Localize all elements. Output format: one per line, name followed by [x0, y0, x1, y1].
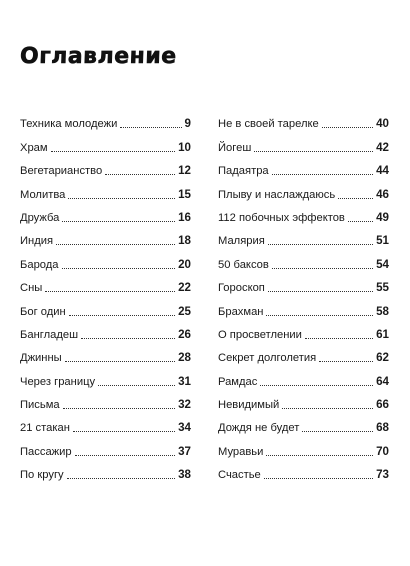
toc-entry[interactable]: [218, 319, 389, 342]
dot-leader: [65, 361, 175, 362]
toc-entry-label: Плыву и наслаждаюсь: [218, 188, 336, 201]
toc-entry[interactable]: [218, 389, 389, 412]
toc-entry-page: 25: [178, 304, 191, 318]
toc-entry-label: 50 баксов: [218, 258, 269, 271]
dot-leader: [62, 268, 176, 269]
dot-leader: [266, 315, 373, 316]
toc-entry-label: 112 побочных эффектов: [218, 211, 345, 224]
toc-entry-page: 37: [178, 444, 191, 458]
toc-entry[interactable]: [218, 435, 389, 458]
toc-entry-page: 51: [376, 234, 389, 248]
toc-entry[interactable]: [20, 108, 191, 131]
toc-entry-label: Дождя не будет: [218, 422, 300, 435]
toc-entry-page: 68: [376, 421, 389, 435]
dot-leader: [81, 338, 175, 339]
toc-entry-label: Письма: [20, 399, 60, 412]
toc-entry-label: 21 стакан: [20, 422, 70, 435]
dot-leader: [56, 244, 175, 245]
dot-leader: [75, 455, 175, 456]
toc-entry[interactable]: [218, 155, 389, 178]
toc-entry[interactable]: [218, 459, 389, 482]
toc-entry-page: 28: [178, 351, 191, 365]
toc-entry-page: 9: [184, 117, 191, 131]
toc-entry[interactable]: [218, 202, 389, 225]
dot-leader: [67, 478, 175, 479]
toc-entry-page: 58: [376, 304, 389, 318]
toc-entry-page: 22: [178, 281, 191, 295]
toc-entry-label: Вегетарианство: [20, 165, 103, 178]
dot-leader: [254, 151, 373, 152]
toc-entry[interactable]: [20, 225, 191, 248]
toc-entry[interactable]: [20, 389, 191, 412]
dot-leader: [268, 244, 373, 245]
toc-entry[interactable]: [20, 412, 191, 435]
toc-entry[interactable]: [20, 131, 191, 154]
toc-entry[interactable]: [218, 342, 389, 365]
toc-entry-label: Муравьи: [218, 445, 264, 458]
toc-entry-label: Йогеш: [218, 141, 252, 154]
toc-entry-page: 18: [178, 234, 191, 248]
toc-entry[interactable]: [218, 225, 389, 248]
dot-leader: [69, 315, 175, 316]
toc-entry-page: 15: [178, 187, 191, 201]
dot-leader: [319, 361, 373, 362]
toc-entry[interactable]: [20, 295, 191, 318]
toc-entry-page: 32: [178, 398, 191, 412]
toc-entry[interactable]: [20, 365, 191, 388]
toc-entry[interactable]: [218, 365, 389, 388]
dot-leader: [338, 198, 373, 199]
dot-leader: [266, 455, 373, 456]
toc-entry-page: 12: [178, 164, 191, 178]
dot-leader: [51, 151, 175, 152]
toc-entry-page: 34: [178, 421, 191, 435]
dot-leader: [348, 221, 373, 222]
toc-entry-label: Сны: [20, 282, 43, 295]
toc-entry-page: 70: [376, 444, 389, 458]
toc-entry-label: Барода: [20, 258, 59, 271]
dot-leader: [302, 431, 373, 432]
toc-entry[interactable]: [20, 178, 191, 201]
toc-entry-label: Бангладеш: [20, 328, 79, 341]
dot-leader: [282, 408, 373, 409]
dot-leader: [63, 408, 175, 409]
toc-entry-page: 64: [376, 374, 389, 388]
toc-entry[interactable]: [218, 108, 389, 131]
page-title: Оглавление: [19, 44, 178, 69]
toc-entry-label: Не в своей тарелке: [218, 118, 319, 131]
toc-entry-label: Секрет долголетия: [218, 352, 317, 365]
toc-entry[interactable]: [218, 412, 389, 435]
toc-entry-page: 26: [178, 327, 191, 341]
toc-entry-page: 46: [376, 187, 389, 201]
toc-entry[interactable]: [218, 131, 389, 154]
dot-leader: [272, 268, 373, 269]
toc-entry-page: 42: [376, 140, 389, 154]
toc-entry-label: Через границу: [20, 375, 96, 388]
toc-entry[interactable]: [218, 272, 389, 295]
dot-leader: [268, 291, 373, 292]
toc-entry-page: 62: [376, 351, 389, 365]
toc-entry-label: Индия: [20, 235, 54, 248]
dot-leader: [264, 478, 373, 479]
toc-entry[interactable]: [20, 248, 191, 271]
toc-entry-label: Гороскоп: [218, 282, 265, 295]
toc-entry-label: Счастье: [218, 469, 261, 482]
toc-entry[interactable]: [20, 155, 191, 178]
toc-entry[interactable]: [218, 178, 389, 201]
toc-entry-page: 38: [178, 468, 191, 482]
dot-leader: [305, 338, 373, 339]
toc-entry[interactable]: [20, 435, 191, 458]
toc-entry-label: Молитва: [20, 188, 66, 201]
toc-entry-label: Техника молодежи: [20, 118, 118, 131]
toc-entry-label: Джинны: [20, 352, 62, 365]
toc-entry-page: 20: [178, 257, 191, 271]
dot-leader: [322, 127, 373, 128]
toc-column-right: [218, 108, 389, 482]
toc-entry-label: Храм: [20, 141, 48, 154]
toc-entry[interactable]: [218, 295, 389, 318]
toc-entry-label: Пассажир: [20, 445, 72, 458]
dot-leader: [45, 291, 175, 292]
toc-entry-label: Рамдас: [218, 375, 258, 388]
dot-leader: [120, 127, 181, 128]
toc-entry-page: 44: [376, 164, 389, 178]
dot-leader: [105, 174, 175, 175]
toc-entry-page: 66: [376, 398, 389, 412]
dot-leader: [272, 174, 373, 175]
toc-entry-page: 73: [376, 468, 389, 482]
toc-column-left: [20, 108, 191, 482]
dot-leader: [73, 431, 175, 432]
toc-entry-page: 55: [376, 281, 389, 295]
dot-leader: [62, 221, 175, 222]
toc-entry-label: Падаятра: [218, 165, 269, 178]
toc-entry[interactable]: [20, 459, 191, 482]
toc-entry-label: Бог один: [20, 305, 66, 318]
toc-entry-label: Малярия: [218, 235, 265, 248]
toc-entry-page: 31: [178, 374, 191, 388]
toc-entry-page: 16: [178, 210, 191, 224]
toc-entry-label: Брахман: [218, 305, 264, 318]
toc-entry-page: 49: [376, 210, 389, 224]
toc-entry[interactable]: [20, 342, 191, 365]
toc-entry[interactable]: [218, 248, 389, 271]
toc-entry-page: 54: [376, 257, 389, 271]
toc-entry-label: О просветлении: [218, 328, 302, 341]
toc-entry-page: 61: [376, 327, 389, 341]
toc-entry[interactable]: [20, 272, 191, 295]
dot-leader: [260, 385, 373, 386]
toc-entry[interactable]: [20, 319, 191, 342]
toc-entry-page: 40: [376, 117, 389, 131]
toc-entry-label: По кругу: [20, 469, 64, 482]
toc-entry-page: 10: [178, 140, 191, 154]
toc-entry[interactable]: [20, 202, 191, 225]
toc-entry-label: Невидимый: [218, 399, 280, 412]
toc-entry-label: Дружба: [20, 211, 60, 224]
dot-leader: [68, 198, 175, 199]
dot-leader: [98, 385, 175, 386]
